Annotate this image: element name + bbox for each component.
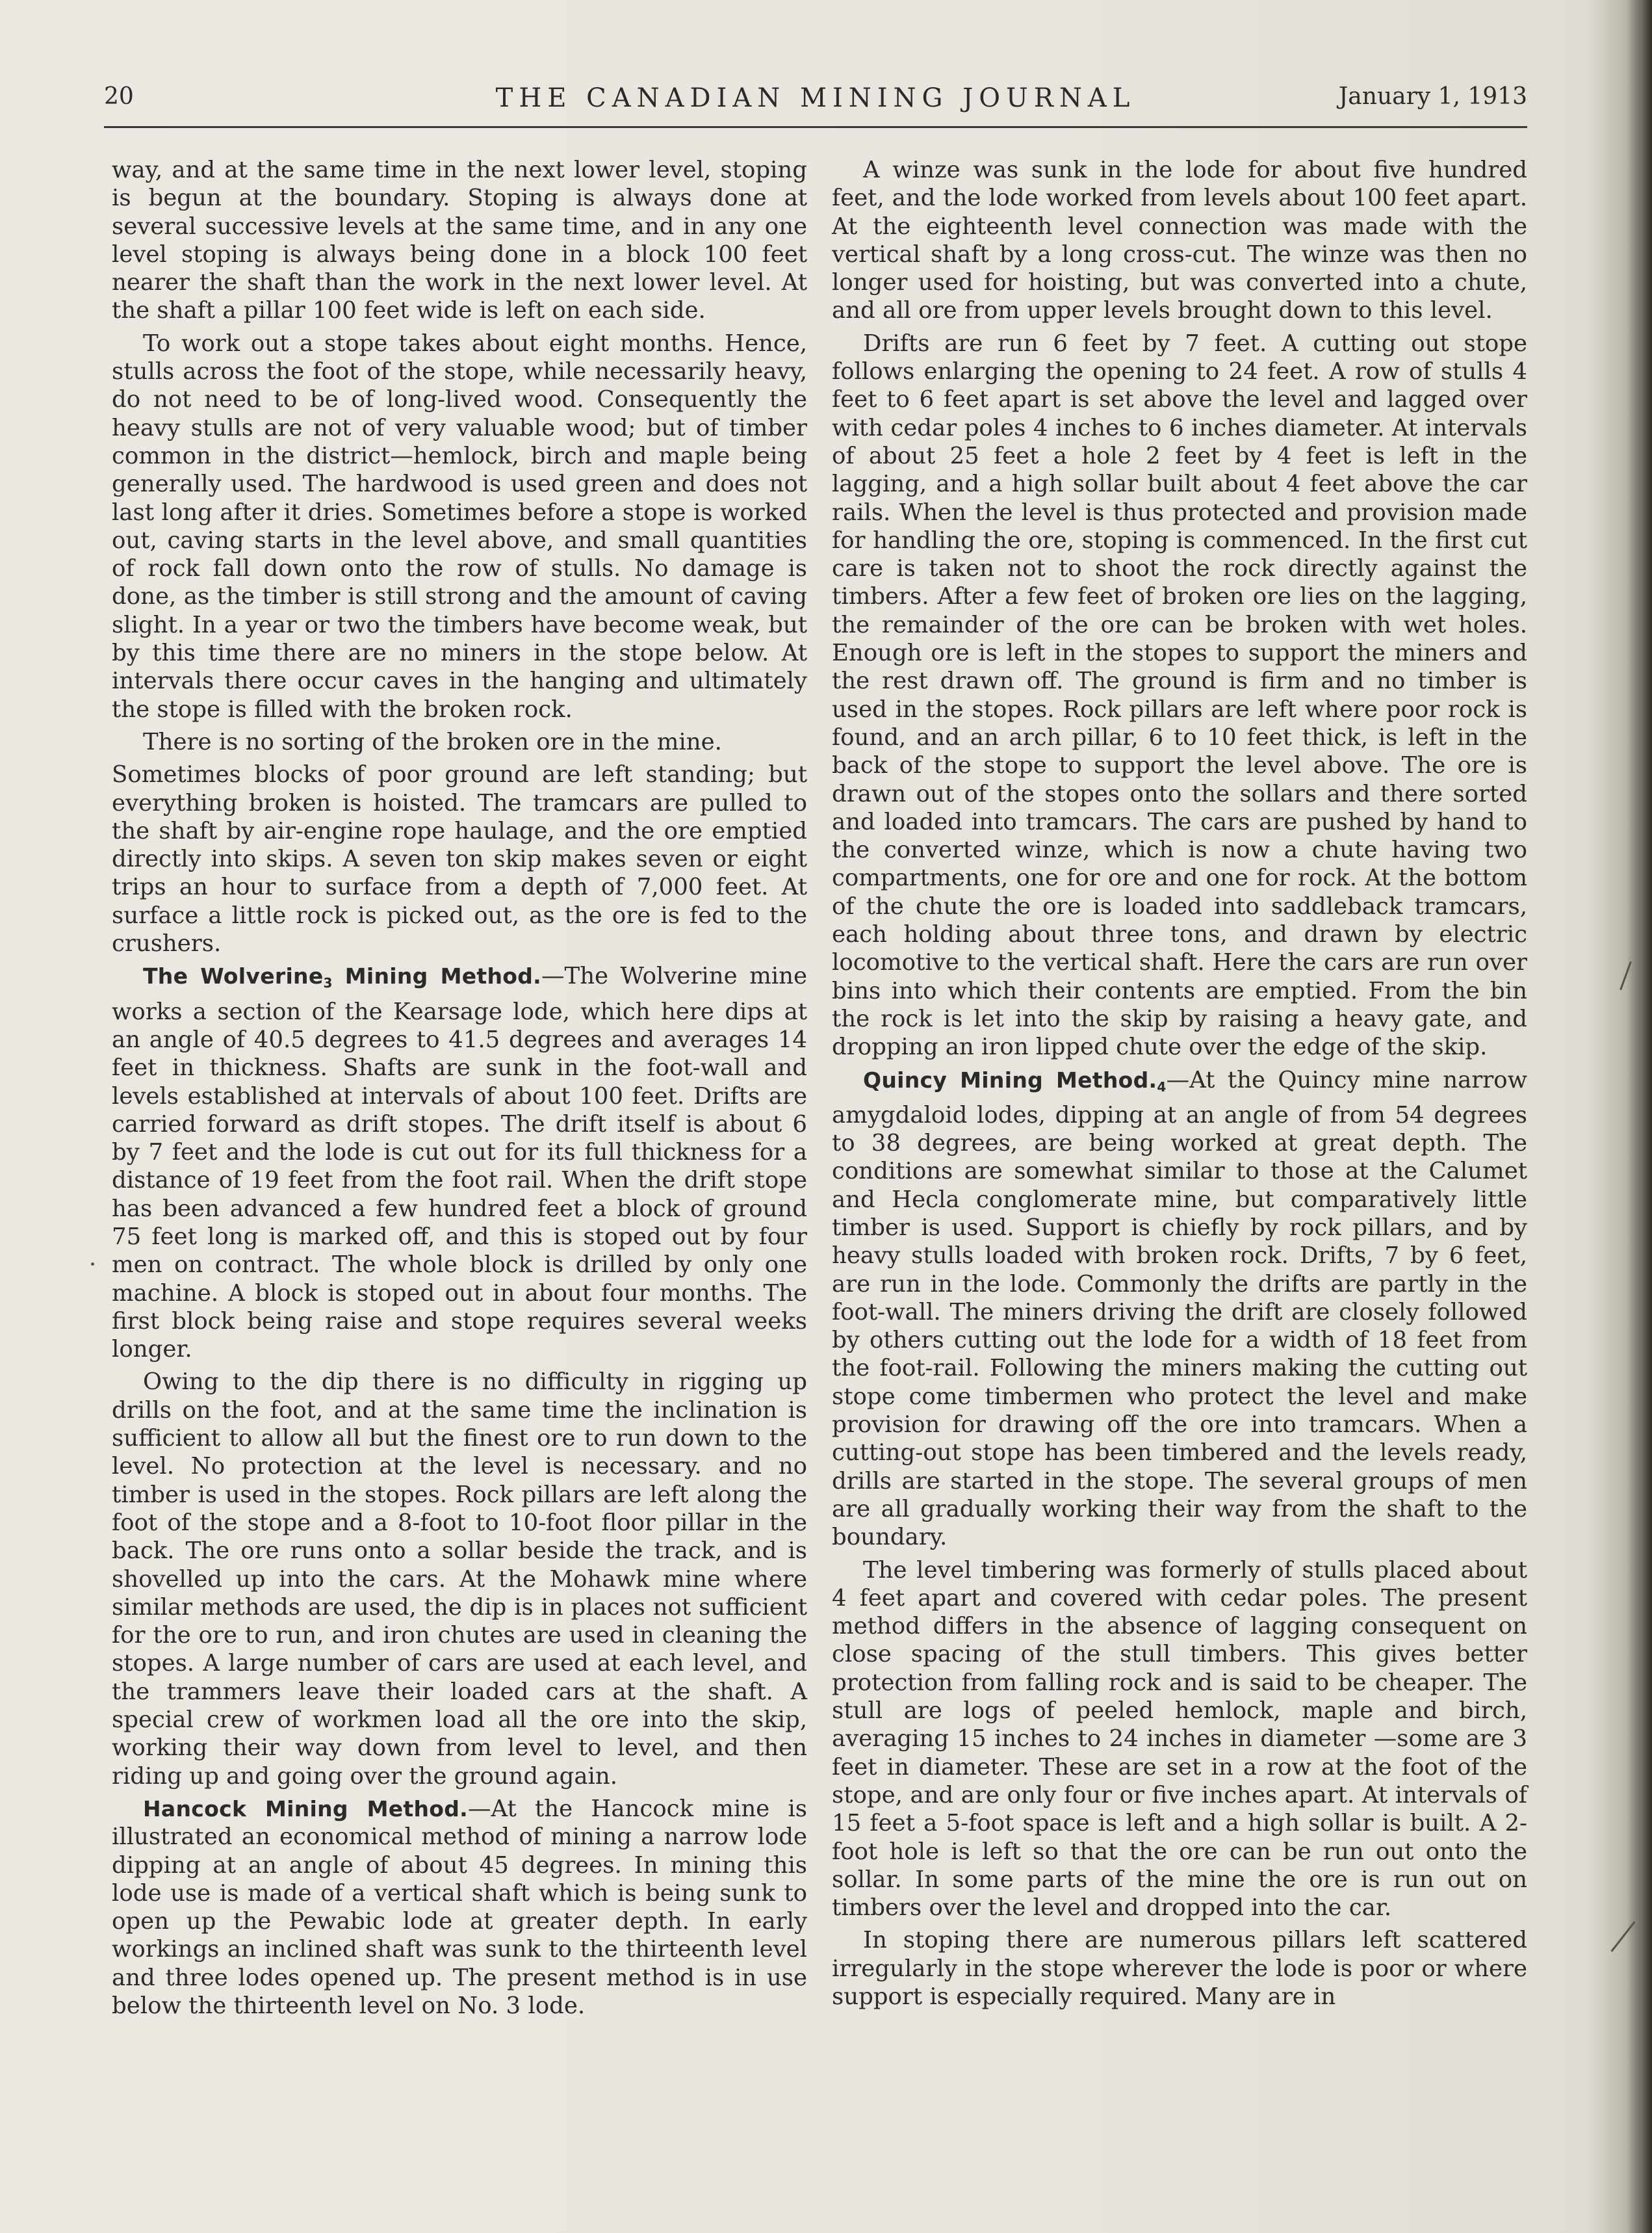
right-column: [832, 156, 1527, 2015]
section-heading-wolverine: The Wolverine$_3$ Mining Method.: [143, 963, 542, 991]
paragraph: Drifts are run 6 feet by 7 feet. A cutting out stope follows enlarging the opening to 24 feet. A row of stulls 4 feet to 6 feet apart is set above the level and lagged over with cedar poles 4 inches to 6 inches diameter. At intervals of about 25 feet a hole 2 feet by 4 feet is left in the lagging, and a high sollar built about 4 feet above the car rails. When the level is thus protected and provision made for handling the ore, stoping is commenced. In the first cut care is taken not to shoot the rock directly against the timbers. After a few feet of broken ore lies on the lagging, the remainder of the ore can be broken with wet holes. Enough ore is left in the stopes to support the miners and the rest drawn off. The ground is firm and no timber is used in the stopes. Rock pillars are left where poor rock is found, and an arch pillar, 6 to 10 feet thick, is left in the back of the stope to support the level above. The ore is drawn out of the stopes onto the sollars and there sorted and loaded into tramcars. The cars are pushed by hand to the converted winze, which is now a chute having two compartments, one for ore and one for rock. At the bottom of the chute the ore is loaded into saddleback tramcars, each holding about three tons, and drawn by electric locomotive to the vertical shaft. Here the cars are run over bins into which their contents are emptied. From the bin the rock is let into the skip by raising a heavy gate, and dropping an iron lipped chute over the edge of the skip.: [832, 330, 1527, 1061]
paragraph: There is no sorting of the broken ore in the mine.: [143, 728, 722, 755]
paragraph: In stoping there are numerous pillars left scattered irregularly in the stope wherever the lode is poor or where support is especially required. Many are in: [832, 1927, 1527, 2010]
paragraph-wolverine: The Wolverine$_3$ Mining Method.—The Wolverine mine works a section of the Kearsage lode, which here dips at an angle of 40.5 degrees to 41.5 degrees and averages 14 feet in thickness. Shafts are sunk in the foot-wall and levels established at intervals of about 100 feet. Drifts are carried forward as drift stopes. The drift itself is about 6 by 7 feet and the lode is cut out for its full thickness for a distance of 19 feet from the foot rail. When the drift stope has been advanced a few hundred feet a block of ground 75 feet long is marked off, and this is stoped out by four men on contract. The whole block is drilled by only one machine. A block is stoped out in about four months. The first block being raise and stope requires several weeks longer.: [112, 963, 807, 1363]
header-rule: [104, 126, 1527, 128]
footnote-ref: 4: [1157, 1078, 1167, 1095]
paragraph: way, and at the same time in the next lower level, stoping is begun at the boundary. Stoping is always done at several successive levels at the same time, and in any one level stoping is always being done in a block 100 feet nearer the shaft than the work in the next lower level. At the shaft a pillar 100 feet wide is left on each side.: [112, 157, 807, 324]
margin-mark: [91, 1262, 94, 1266]
paragraph-quincy: Quincy Mining $Method._4—At$ the Quincy mine narrow amygdaloid lodes, dipping at an angle of from 54 degrees to 38 degrees, are being worked at great depth. The conditions are somewhat similar to those at the Calumet and Hecla conglomerate mine, but comparatively little timber is used. Support is chiefly by rock pillars, and by heavy stulls loaded with broken rock. Drifts, 7 by 6 feet, are run in the lode. Commonly the drifts are partly in the foot-wall. The miners driving the drift are closely followed by others cutting out the lode for a width of 18 feet from the foot-rail. Following the miners making the cutting out stope come timbermen who protect the level and make provision for drawing off the ore into tramcars. When a cutting-out stope has been timbered and the levels ready, drills are started in the stope. The several groups of men are all gradually working their way from the shaft to the boundary.: [832, 1066, 1527, 1551]
paragraph: A winze was sunk in the lode for about five hundred feet, and the lode worked from levels about 100 feet apart. At the eighteenth level connection was made with the vertical shaft by a long cross-cut. The winze was then no longer used for hoisting, but was converted into a chute, and all ore from upper levels brought down to this level.: [832, 157, 1527, 324]
paragraph: Sometimes blocks of poor ground are left standing; but everything broken is hoisted. The tramcars are pulled to the shaft by air-engine rope haulage, and the ore emptied directly into skips. A seven ton skip makes seven or eight trips an hour to surface from a depth of 7,000 feet. At surface a little rock is picked out, as the ore is fed to the crushers.: [112, 761, 807, 958]
paragraph: Owing to the dip there is no difficulty in rigging up drills on the foot, and at the same time the inclination is sufficient to allow all but the finest ore to run down to the level. No protection at the level is necessary. and no timber is used in the stopes. Rock pillars are left along the foot of the stope and a 8-foot to 10-foot floor pillar in the back. The ore runs onto a sollar beside the track, and is shovelled up into the cars. At the Mohawk mine where similar methods are used, the dip is in places not sufficient for the ore to run, and iron chutes are used in cleaning the stopes. A large number of cars are used at each level, and the trammers leave their loaded cars at the shaft. A special crew of workmen load all the ore into the skip, working their way down from level to level, and then riding up and going over the ground again.: [112, 1368, 807, 1790]
page-header: [104, 83, 1527, 122]
page-edge-shadow: [1626, 0, 1652, 2233]
paragraph-hancock: Hancock Mining Method.—At the Hancock mine is illustrated an economical method of mining a narrow lode dipping at an angle of about 45 degrees. In mining this lode use is made of a vertical shaft which is being sunk to open up the Pewabic lode at greater depth. In early workings an inclined shaft was sunk to the thirteenth level and three lodes opened up. The present method is in use below the thirteenth level on No. 3 lode.: [112, 1795, 807, 2019]
paragraph: To work out a stope takes about eight months. Hence, stulls across the foot of the stope, while necessarily heavy, do not need to be of long-lived wood. Consequently the heavy stulls are not of very valuable wood; but of timber common in the district—hemlock, birch and maple being generally used. The hardwood is used green and does not last long after it dries. Sometimes before a stope is worked out, caving starts in the level above, and small quantities of rock fall down onto the row of stulls. No damage is done, as the timber is still strong and the amount of caving slight. In a year or two the timbers have become weak, but by this time there are no miners in the stope below. At intervals there occur caves in the hanging and ultimately the stope is filled with the broken rock.: [112, 330, 807, 723]
page-number: 20: [104, 83, 134, 110]
footnote-ref: 3: [323, 975, 333, 991]
section-heading-hancock: Hancock Mining Method.: [143, 1796, 469, 1822]
left-column: [112, 156, 807, 2024]
issue-date: January 1, 1913: [1338, 83, 1527, 110]
paragraph: The level timbering was formerly of stulls placed about 4 feet apart and covered with cedar poles. The present method differs in the absence of lagging consequent on close spacing of the stull timbers. This gives better protection from falling rock and is said to be cheaper. The stull are logs of peeled hemlock, maple and birch, averaging 15 inches to 24 inches in diameter —some are 3 feet in diameter. These are set in a row at the foot of the stope, and are only four or five inches apart. At intervals of 15 feet a 5-foot space is left and a high sollar is built. A 2-foot hole is left so that the ore can be run out onto the sollar. In some parts of the mine the ore is run out on timbers over the level and dropped into the car.: [832, 1556, 1527, 1922]
section-heading-quincy: Quincy Mining $Method._4$: [863, 1067, 1167, 1095]
journal-title: THE CANADIAN MINING JOURNAL: [495, 83, 1136, 113]
